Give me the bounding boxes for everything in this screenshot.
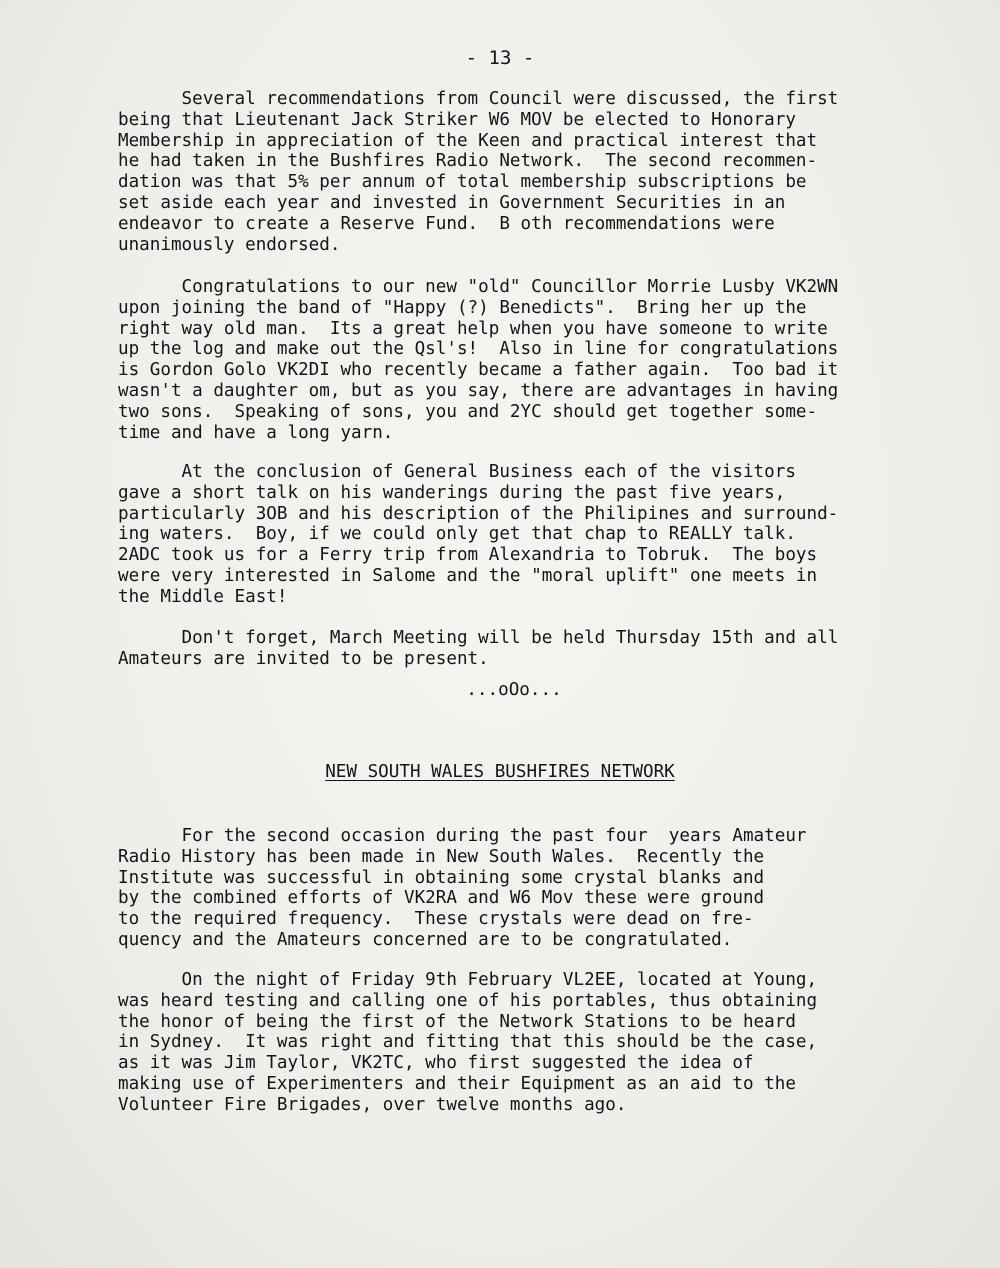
text-line: by the combined efforts of VK2RA and W6 Mov these were ground xyxy=(118,888,765,909)
text-line: gave a short talk on his wanderings during the past five years, xyxy=(118,482,786,503)
text-line: the Middle East! xyxy=(118,586,288,607)
text-line: At the conclusion of General Business each of the visitors xyxy=(118,462,796,482)
text-line: Radio History has been made in New South Wales. Recently the xyxy=(118,846,765,867)
text-line: endeavor to create a Reserve Fund. B oth recommendations were xyxy=(118,213,775,234)
text-line: dation was that 5% per annum of total membership subscriptions be xyxy=(118,172,807,193)
text-line: Congratulations to our new "old" Councillor Morrie Lusby VK2WN xyxy=(118,277,839,297)
text-line: is Gordon Golo VK2DI who recently became a father again. Too bad it xyxy=(118,360,839,381)
paragraph-radio-history xyxy=(118,826,978,951)
section-heading: NEW SOUTH WALES BUSHFIRES NETWORK xyxy=(325,762,675,782)
text-line: For the second occasion during the past four years Amateur xyxy=(118,826,807,846)
text-line: Amateurs are invited to be present. xyxy=(118,648,489,669)
text-line: being that Lieutenant Jack Striker W6 MOV be elected to Honorary xyxy=(118,109,796,130)
text-line: Don't forget, March Meeting will be held Thursday 15th and all xyxy=(118,628,839,648)
text-line: quency and the Amateurs concerned are to be congratulated. xyxy=(118,929,733,950)
paragraph-march-meeting xyxy=(118,628,978,670)
section-separator: ...oOo... xyxy=(466,680,562,700)
text-line: were very interested in Salome and the "moral uplift" one meets in xyxy=(118,565,818,586)
text-line: in Sydney. It was right and fitting that this should be the case, xyxy=(118,1032,818,1053)
text-line: was heard testing and calling one of his portables, thus obtaining xyxy=(118,990,818,1011)
text-line: ing waters. Boy, if we could only get that chap to REALLY talk. xyxy=(118,524,796,545)
text-line: set aside each year and invested in Government Securities in an xyxy=(118,192,786,213)
text-line: two sons. Speaking of sons, you and 2YC should get together some- xyxy=(118,401,818,422)
text-line: upon joining the band of "Happy (?) Benedicts". Bring her up the xyxy=(118,297,807,318)
paragraph-general-business xyxy=(118,462,978,608)
text-line: Volunteer Fire Brigades, over twelve months ago. xyxy=(118,1094,627,1115)
text-line: right way old man. Its a great help when you have someone to write xyxy=(118,318,828,339)
text-line: up the log and make out the Qsl's! Also in line for congratulations xyxy=(118,339,839,360)
text-line: as it was Jim Taylor, VK2TC, who first suggested the idea of xyxy=(118,1053,754,1074)
text-line: wasn't a daughter om, but as you say, there are advantages in having xyxy=(118,380,839,401)
text-line: the honor of being the first of the Network Stations to be heard xyxy=(118,1011,796,1032)
text-line: Several recommendations from Council were discussed, the first xyxy=(118,89,839,109)
text-line: he had taken in the Bushfires Radio Network. The second recommen- xyxy=(118,151,818,172)
paragraph-council-recommendations xyxy=(118,89,978,255)
text-line: On the night of Friday 9th February VL2EE, located at Young, xyxy=(118,970,818,990)
text-line: to the required frequency. These crystals were dead on fre- xyxy=(118,909,754,930)
text-line: unanimously endorsed. xyxy=(118,234,341,255)
text-line: 2ADC took us for a Ferry trip from Alexandria to Tobruk. The boys xyxy=(118,545,818,566)
text-line: time and have a long yarn. xyxy=(118,422,394,443)
page-number: - 13 - xyxy=(465,47,535,69)
paragraph-network-stations xyxy=(118,970,978,1116)
paragraph-congratulations xyxy=(118,277,978,443)
text-line: Institute was successful in obtaining some crystal blanks and xyxy=(118,867,765,888)
text-line: particularly 3OB and his description of the Philipines and surround- xyxy=(118,503,839,524)
text-line: making use of Experimenters and their Equipment as an aid to the xyxy=(118,1073,796,1094)
text-line: Membership in appreciation of the Keen and practical interest that xyxy=(118,130,818,151)
